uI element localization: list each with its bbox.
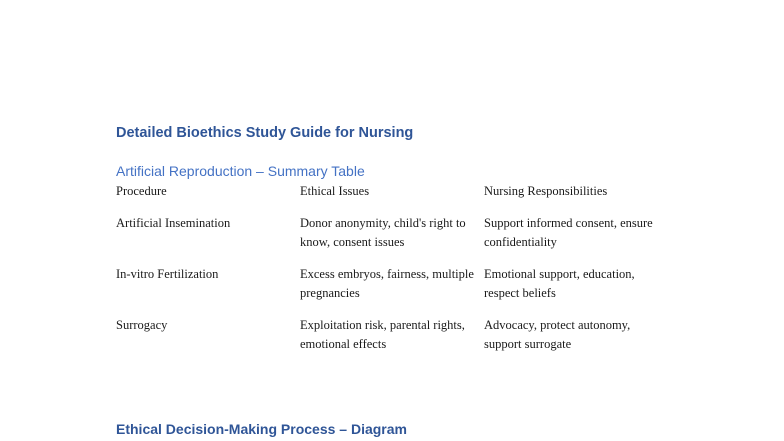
ethical-issues-cell: Excess embryos, fairness, multiple pregnancies (300, 266, 474, 300)
table-row (113, 316, 665, 367)
procedure-cell: Artificial Insemination (116, 215, 231, 230)
column-header-procedure: Procedure (116, 184, 167, 198)
decision-diagram-heading: Ethical Decision-Making Process – Diagram (116, 421, 407, 437)
summary-table (113, 182, 665, 367)
nursing-responsibilities-cell: Advocacy, protect autonomy, support surrogate (484, 317, 631, 351)
ethical-issues-cell: Donor anonymity, child's right to know, consent issues (300, 215, 466, 249)
table-row (113, 214, 665, 265)
nursing-responsibilities-cell: Support informed consent, ensure confidentiality (484, 215, 653, 249)
page-title: Detailed Bioethics Study Guide for Nursing (116, 125, 414, 141)
ethical-issues-cell: Exploitation risk, parental rights, emotional effects (300, 317, 465, 351)
procedure-cell: In-vitro Fertilization (116, 266, 219, 281)
nursing-responsibilities-cell: Emotional support, education, respect beliefs (484, 266, 635, 300)
table-row (113, 265, 665, 316)
column-header-ethical-issues: Ethical Issues (300, 184, 370, 198)
procedure-cell: Surrogacy (116, 317, 168, 332)
table-header-row (113, 182, 665, 214)
column-header-nursing-responsibilities: Nursing Responsibilities (484, 184, 608, 198)
summary-table-heading: Artificial Reproduction – Summary Table (116, 163, 365, 179)
